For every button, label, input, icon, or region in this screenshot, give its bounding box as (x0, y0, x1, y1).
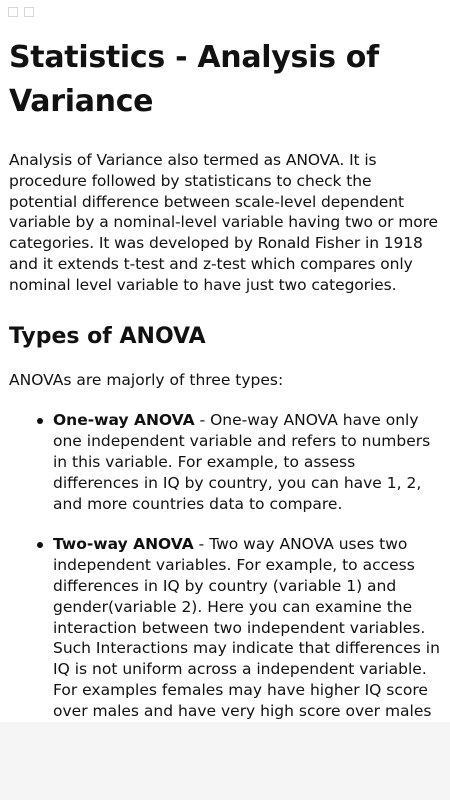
item-name: Two-way ANOVA (53, 535, 194, 554)
article-content[interactable] (0, 24, 450, 722)
notification-icon (24, 7, 34, 17)
section-title: Types of ANOVA (9, 323, 206, 349)
item-name: One-way ANOVA (53, 411, 195, 430)
notification-icon (8, 7, 18, 17)
page-title: Statistics - Analysis of Variance (9, 40, 379, 119)
list-item (53, 410, 440, 514)
list-item (53, 534, 440, 742)
lead-paragraph: ANOVAs are majorly of three types: (9, 370, 284, 389)
status-bar (0, 0, 450, 24)
bullet-icon (37, 542, 43, 548)
anova-types-list (9, 410, 440, 742)
intro-paragraph: Analysis of Variance also termed as ANOVA. It is procedure followed by statisticans to check the potential difference between scale-level dependent variable by a nominal-level variable having two or more categories. It was developed by Ronald Fisher in 1918 and it extends t-test and z-test which compares only nominal level variable to have just two categories. (9, 151, 438, 294)
bottom-bar (0, 722, 450, 800)
status-left (8, 7, 34, 17)
item-description: - Two way ANOVA uses two independent variables. For example, to access differences in IQ by country (variable 1) and gender(variable 2). Here you can examine the interaction between two independent variables. Such Interactions may indicate that differences in IQ is not uniform across a independent variable. For examples females may have higher IQ score over males and have very high score over males (53, 535, 440, 720)
bullet-icon (37, 418, 43, 424)
item-description: - One-way ANOVA have only one independent variable and refers to numbers in this variable. For example, to assess differences in IQ by country, you can have 1, 2, and more countries data to compare. (53, 411, 431, 513)
